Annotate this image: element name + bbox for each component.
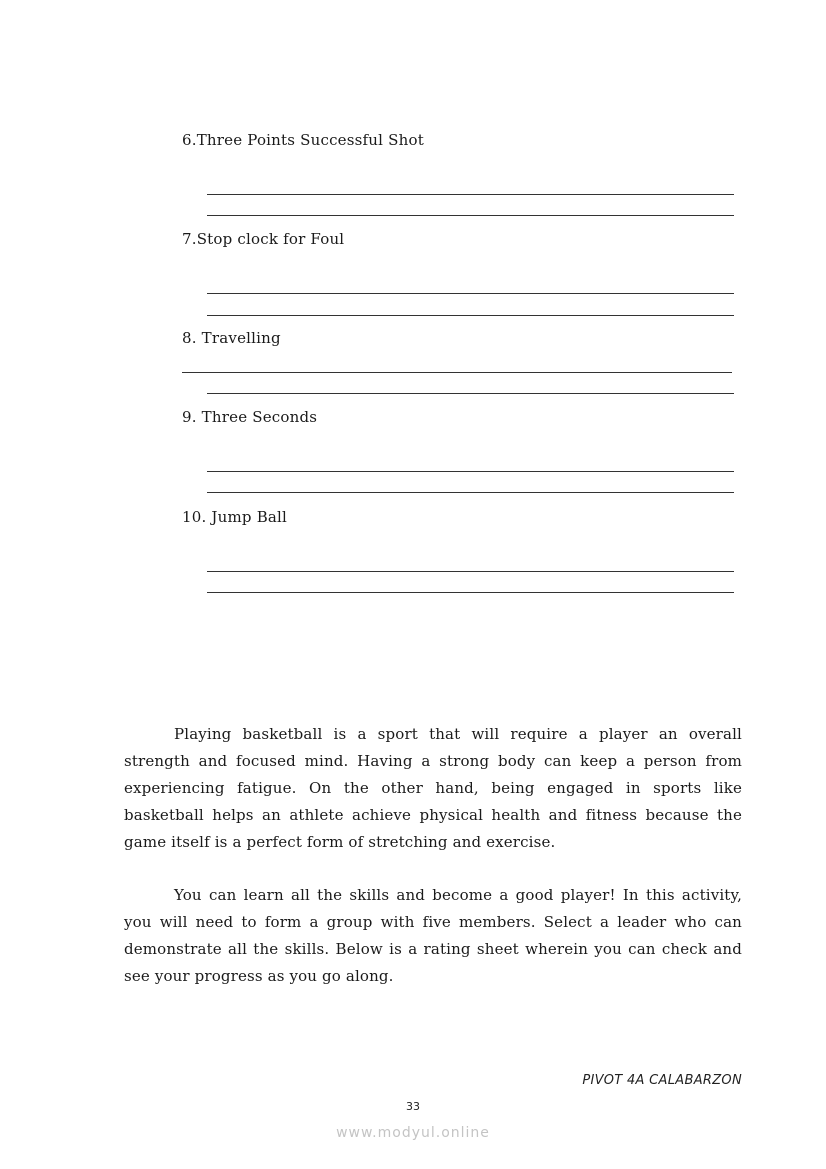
answer-line: [182, 372, 732, 373]
answer-line: [207, 293, 734, 294]
answer-line: [207, 194, 734, 195]
answer-line: [207, 393, 734, 394]
footer-label: PIVOT 4A CALABARZON: [582, 1073, 742, 1088]
answer-line: [207, 492, 734, 493]
item-title-9: 9. Three Seconds: [182, 408, 318, 426]
body-paragraph-1: Playing basketball is a sport that will require a player an overall strength and focused mind. Having a strong body can keep a person from experiencing fatigue. On the other hand, being engaged in sports like basketball helps an athlete achieve physical health and fitness because the game itself is a perfect form of stretching and exercise.: [124, 725, 742, 851]
item-title-8: 8. Travelling: [182, 329, 281, 347]
item-title-7: 7.Stop clock for Foul: [182, 230, 345, 248]
answer-line: [207, 592, 734, 593]
item-title-10: 10. Jump Ball: [182, 508, 288, 526]
watermark: www.modyul.online: [336, 1125, 490, 1141]
answer-line: [207, 215, 734, 216]
item-title-6: 6.Three Points Successful Shot: [182, 131, 424, 149]
answer-line: [207, 315, 734, 316]
page-number: 33: [406, 1100, 420, 1113]
body-paragraph-2: You can learn all the skills and become a good player! In this activity, you will need to form a group with five members. Select a leader who can demonstrate all the skills. Below is a rating sheet wherein you can check and see your progress as you go along.: [124, 886, 742, 985]
answer-line: [207, 571, 734, 572]
answer-line: [207, 471, 734, 472]
